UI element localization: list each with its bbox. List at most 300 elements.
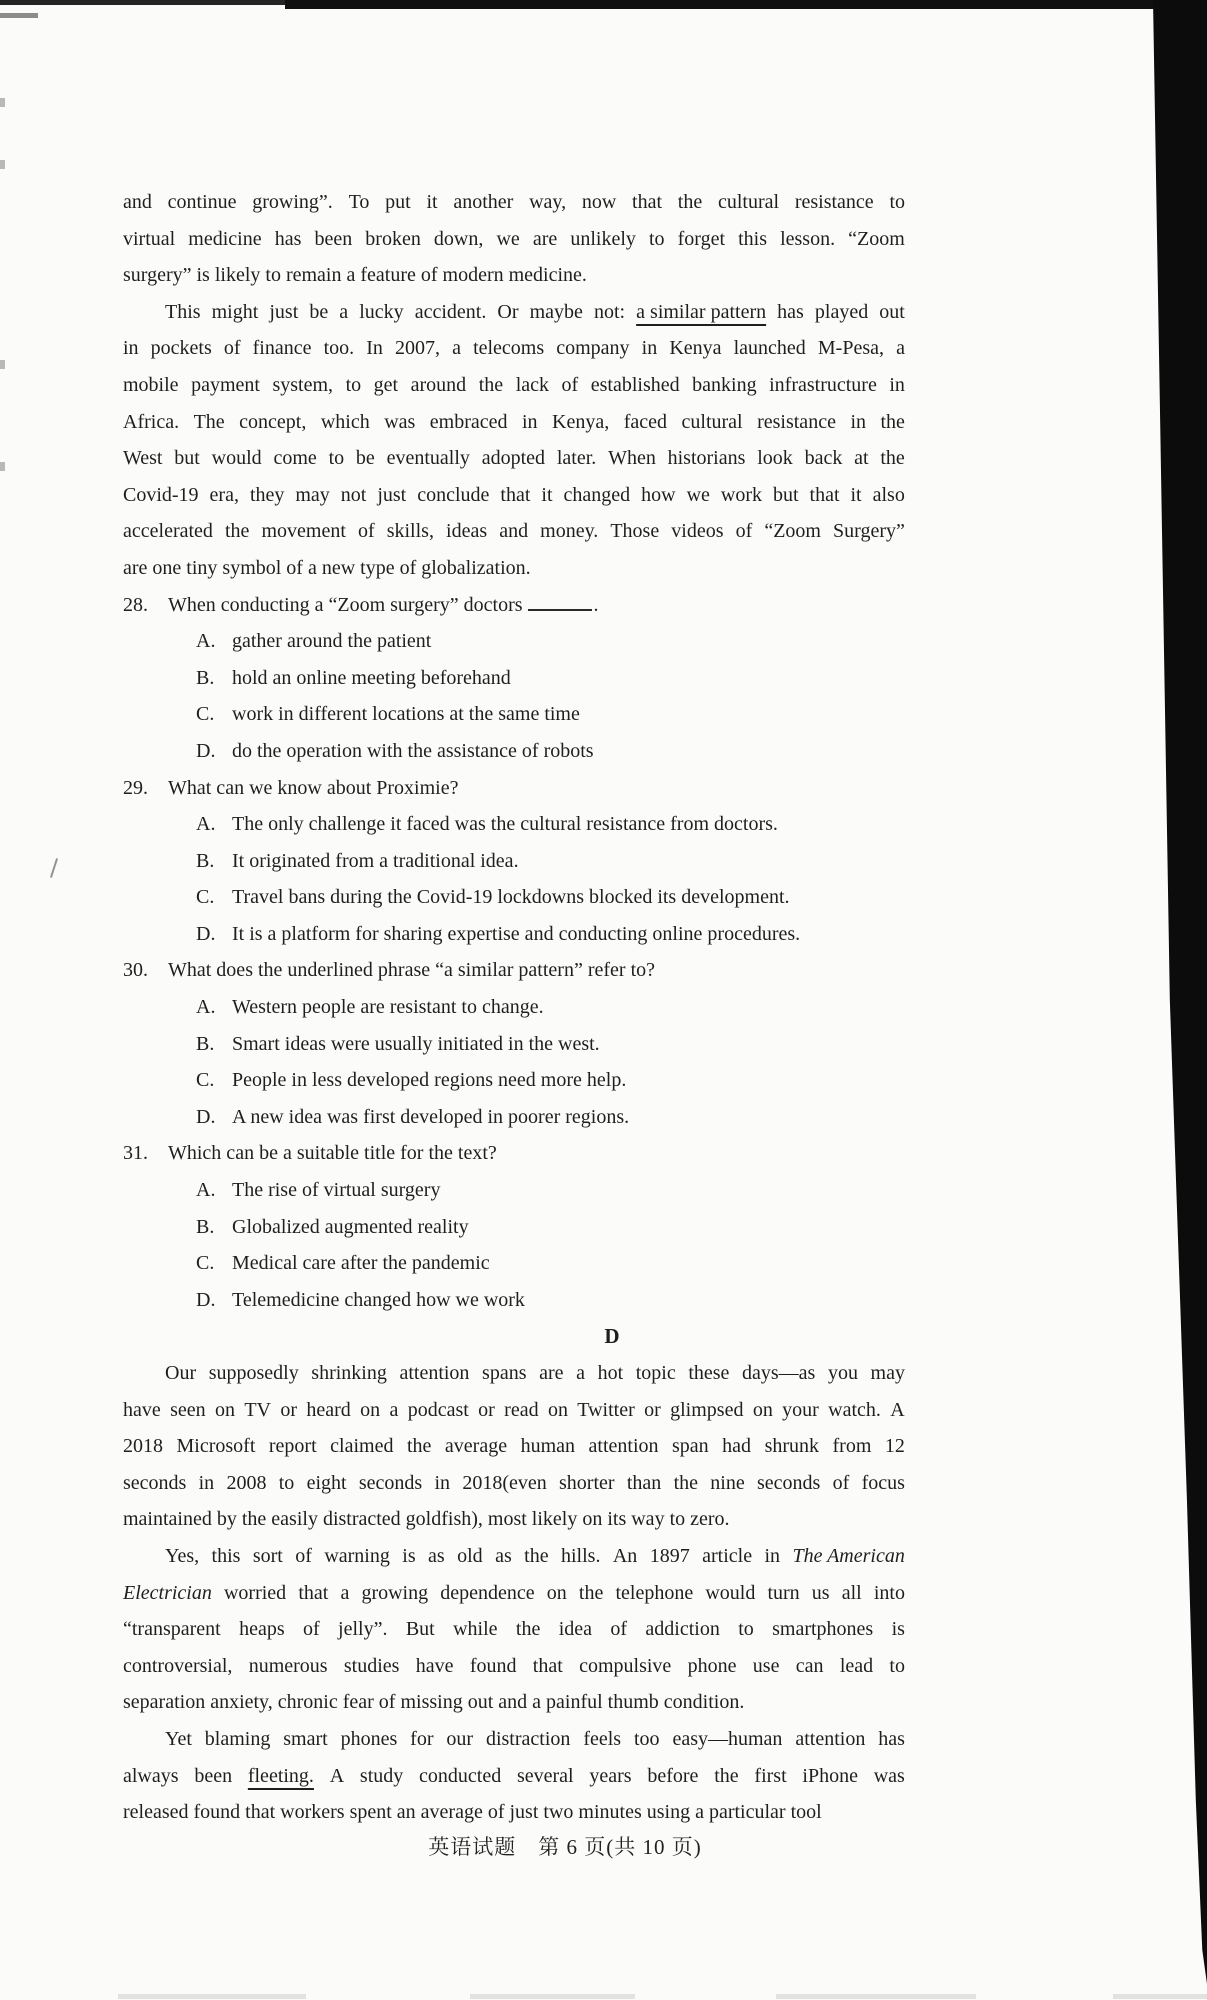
word: finance	[252, 337, 312, 360]
scan-corner-dash	[0, 13, 38, 18]
word: as	[428, 1544, 445, 1567]
text-line	[123, 513, 905, 550]
word: put	[385, 191, 411, 213]
word: days—as	[742, 1362, 816, 1384]
word: of	[735, 520, 753, 543]
word: on	[546, 1581, 567, 1604]
word: numerous	[248, 1654, 328, 1677]
word: accident.	[414, 300, 487, 323]
word: maybe	[529, 300, 583, 323]
word: addiction	[645, 1618, 720, 1641]
word: to	[889, 191, 905, 213]
word: to	[738, 1618, 754, 1641]
word: faced	[623, 410, 668, 433]
text-line	[123, 257, 905, 294]
question-line	[123, 952, 905, 989]
word: easy—human	[672, 1727, 783, 1750]
word: played	[814, 300, 869, 323]
word: In	[366, 337, 383, 360]
word: smartphones	[772, 1618, 874, 1641]
word: heaps	[239, 1618, 285, 1641]
text-segment: When conducting a “Zoom surgery” doctors	[168, 593, 528, 616]
word: these	[688, 1362, 730, 1384]
word: launched	[733, 337, 806, 360]
option-line	[123, 843, 905, 880]
word: had	[722, 1435, 752, 1458]
word: a	[389, 1398, 399, 1421]
word: our	[446, 1727, 474, 1750]
word: too	[633, 1727, 660, 1750]
word: attention	[588, 1435, 659, 1458]
text-segment: The rise of virtual surgery	[232, 1179, 441, 1202]
text-segment: What does the underlined phrase “a similar pattern” refer to?	[168, 959, 656, 982]
word: growing	[361, 1581, 429, 1604]
line-label: 29.	[123, 776, 148, 799]
word: West	[123, 447, 163, 470]
word: of	[832, 1471, 850, 1494]
word: Or	[497, 300, 519, 323]
word: infrastructure	[769, 373, 877, 396]
text-line	[123, 477, 905, 514]
word: in	[123, 337, 139, 360]
word: The	[193, 410, 225, 433]
word: several	[516, 1764, 574, 1787]
word: glimpsed	[670, 1398, 744, 1421]
word: the	[524, 1544, 549, 1567]
line-label: D.	[196, 739, 216, 762]
text-segment: D	[604, 1324, 620, 1349]
text-line	[123, 1392, 905, 1429]
word: back	[804, 447, 843, 470]
word: podcast	[407, 1398, 469, 1421]
word: of	[610, 1618, 628, 1641]
word: but	[772, 483, 799, 506]
text-segment: It originated from a traditional idea.	[232, 849, 519, 872]
word: for	[410, 1727, 434, 1750]
word: accelerated	[123, 520, 213, 543]
word: be	[309, 300, 329, 323]
word: lack	[515, 373, 549, 396]
word: compulsive	[579, 1654, 672, 1677]
word: To	[348, 191, 370, 213]
word: Surgery”	[833, 520, 905, 543]
word: read	[504, 1398, 539, 1421]
word: have	[123, 1398, 161, 1421]
word: supposedly	[208, 1362, 299, 1384]
word: we	[496, 227, 520, 250]
word: was	[384, 410, 416, 433]
word: dependence	[440, 1581, 535, 1604]
word: it	[541, 483, 553, 506]
word: resistance	[794, 191, 874, 213]
word: span	[672, 1435, 709, 1458]
word: work	[720, 483, 762, 506]
word: hills.	[560, 1544, 601, 1567]
line-label: 30.	[123, 959, 148, 982]
word: that	[500, 483, 531, 506]
text-segment: gather around the patient	[232, 630, 432, 653]
word: videos	[671, 520, 724, 543]
text-line	[123, 294, 905, 331]
word: in	[764, 1544, 781, 1567]
word: to	[278, 1471, 295, 1494]
section-heading	[123, 1318, 905, 1355]
word: before	[647, 1764, 699, 1787]
word: all	[841, 1581, 862, 1604]
word: look	[757, 447, 793, 470]
word: 1897	[649, 1544, 690, 1567]
word: money.	[540, 520, 599, 543]
text-segment: surgery” is likely to remain a feature of modern medicine.	[123, 264, 587, 287]
text-segment: released found that workers spent an average of just two minutes using a particular tool	[123, 1801, 822, 1824]
word: first	[754, 1764, 787, 1787]
word: embraced	[429, 410, 508, 433]
word: article	[702, 1544, 753, 1567]
word: that	[532, 1654, 563, 1677]
scan-top-edge-dark	[285, 0, 1207, 9]
word: old	[457, 1544, 483, 1567]
word: is	[402, 1544, 416, 1567]
line-label: 31.	[123, 1142, 148, 1165]
word: and	[123, 191, 152, 213]
text-segment: do the operation with the assistance of robots	[232, 739, 594, 762]
word: When	[608, 447, 656, 470]
word: the	[224, 520, 250, 543]
text-line	[123, 1501, 905, 1538]
word: have	[415, 1654, 454, 1677]
word: worried	[223, 1581, 287, 1604]
word: warning	[324, 1544, 390, 1567]
text-line	[123, 1684, 905, 1721]
word: phone	[687, 1654, 737, 1677]
word: just	[269, 300, 299, 323]
word: get	[373, 373, 399, 396]
text-segment: Western people are resistant to change.	[232, 996, 544, 1019]
word: was	[873, 1764, 905, 1787]
word: topic	[635, 1362, 676, 1384]
word: than	[626, 1471, 662, 1494]
word: out	[879, 300, 905, 323]
word: it	[850, 483, 862, 506]
word: too.	[323, 337, 355, 360]
word: is	[891, 1618, 905, 1641]
word: as	[495, 1544, 512, 1567]
word: and	[499, 520, 529, 543]
text-segment: Electrician	[123, 1581, 212, 1604]
word: Twitter	[577, 1398, 635, 1421]
word: in	[850, 410, 866, 433]
word: controversial,	[123, 1654, 233, 1677]
word: the	[880, 410, 905, 433]
word: or	[644, 1398, 661, 1421]
option-line	[123, 1099, 905, 1136]
line-label: D.	[196, 1288, 216, 1311]
word: TV	[244, 1398, 272, 1421]
word: in	[641, 337, 658, 360]
word: concept,	[239, 410, 307, 433]
word: studies	[343, 1654, 400, 1677]
word: 2018(even	[462, 1471, 547, 1494]
text-segment: are one tiny symbol of a new type of globalization.	[123, 556, 531, 579]
scan-left-mark	[0, 160, 5, 169]
option-line	[123, 989, 905, 1026]
word: mobile	[123, 373, 179, 396]
word: growing”.	[252, 191, 333, 213]
word: Our	[165, 1362, 197, 1384]
word: attention	[399, 1362, 470, 1384]
word: hot	[597, 1362, 624, 1384]
word: 2008	[226, 1471, 267, 1494]
word: to	[889, 1654, 905, 1677]
word: blaming	[204, 1727, 271, 1750]
word: how	[641, 483, 676, 506]
word: “Zoom	[764, 520, 821, 543]
scan-left-mark	[0, 462, 5, 471]
word: ideas	[446, 520, 488, 543]
text-segment: separation anxiety, chronic fear of missing out and a painful thumb condition.	[123, 1691, 745, 1714]
text-line	[123, 1575, 905, 1612]
text-line	[123, 1465, 905, 1502]
word: phones	[340, 1727, 398, 1750]
word: banking	[692, 373, 757, 396]
question-line	[123, 587, 905, 624]
scan-bottom-mark	[470, 1994, 635, 1999]
word: pockets	[150, 337, 212, 360]
text-line	[123, 404, 905, 441]
scan-left-mark	[0, 98, 5, 107]
word: would	[705, 1581, 756, 1604]
word: But	[405, 1618, 435, 1641]
line-label: B.	[196, 849, 215, 872]
line-label: A.	[196, 813, 216, 836]
word: a	[576, 1362, 585, 1384]
line-label: C.	[196, 703, 215, 726]
word: use	[752, 1654, 780, 1677]
word: broken	[365, 227, 421, 250]
text-line	[123, 1721, 905, 1758]
word: study	[359, 1764, 404, 1787]
text-line	[123, 1428, 905, 1465]
word: be	[355, 447, 375, 470]
word: the	[406, 1435, 432, 1458]
word: Yes,	[165, 1544, 200, 1567]
question-line	[123, 1135, 905, 1172]
word: are	[539, 1362, 564, 1384]
word: attention	[795, 1727, 866, 1750]
word: of	[303, 1618, 320, 1641]
scan-bottom-mark	[776, 1994, 976, 1999]
word: years	[589, 1764, 632, 1787]
word: movement	[261, 520, 346, 543]
word: that	[298, 1581, 329, 1604]
word: of	[561, 373, 579, 396]
text-segment: Telemedicine changed how we work	[232, 1288, 525, 1311]
word: Africa.	[123, 410, 180, 433]
word: or	[280, 1398, 298, 1421]
word: of	[295, 1544, 312, 1567]
word: may	[295, 483, 330, 506]
word: lesson.	[780, 227, 836, 250]
word: sort	[252, 1544, 283, 1567]
text-line	[123, 1794, 905, 1831]
text-line	[123, 367, 905, 404]
word: A	[329, 1764, 345, 1787]
word: the	[578, 1581, 604, 1604]
word: that	[632, 191, 663, 213]
word: the	[515, 1618, 541, 1641]
option-line	[123, 806, 905, 843]
word: distraction	[485, 1727, 571, 1750]
word: seconds	[123, 1471, 187, 1494]
word: later.	[556, 447, 597, 470]
word: virtual	[123, 227, 176, 250]
text-segment: Medical care after the pandemic	[232, 1252, 490, 1275]
word: found	[469, 1654, 517, 1677]
word: in	[522, 410, 538, 433]
text-segment: hold an online meeting beforehand	[232, 666, 511, 689]
question-line	[123, 770, 905, 807]
text-segment: fleeting.	[247, 1764, 314, 1787]
word: to	[345, 373, 362, 396]
word: in	[889, 373, 905, 396]
word: spans	[482, 1362, 527, 1384]
word: company	[556, 337, 630, 360]
word: on	[360, 1398, 381, 1421]
word: are	[532, 227, 558, 250]
word: watch.	[828, 1398, 881, 1421]
option-line	[123, 623, 905, 660]
word: era,	[209, 483, 239, 506]
word: come	[273, 447, 317, 470]
word: way,	[529, 191, 567, 213]
word: has	[274, 227, 302, 250]
line-label: B.	[196, 1032, 215, 1055]
word: in	[434, 1471, 451, 1494]
scan-bottom-mark	[118, 1994, 306, 1999]
text-segment: The only challenge it faced was the cultural resistance from doctors.	[232, 813, 778, 836]
text-segment: Smart ideas were usually initiated in the west.	[232, 1032, 600, 1055]
word: a	[340, 1581, 350, 1604]
word: the	[677, 191, 703, 213]
word: lead	[839, 1654, 874, 1677]
word: nine	[710, 1471, 745, 1494]
word: that	[809, 483, 840, 506]
option-line	[123, 916, 905, 953]
word: eight	[306, 1471, 347, 1494]
option-line	[123, 1209, 905, 1246]
page-footer: 英语试题 第 6 页(共 10 页)	[428, 1835, 702, 1859]
text-segment: maintained by the easily distracted goldfish), most likely on its way to zero.	[123, 1508, 730, 1531]
line-label: D.	[196, 922, 216, 945]
word: “transparent	[123, 1618, 221, 1641]
word: system,	[272, 373, 334, 396]
text-segment: Which can be a suitable title for the text?	[168, 1142, 497, 1165]
word: around	[410, 373, 467, 396]
word: seen	[170, 1398, 206, 1421]
word: shorter	[559, 1471, 615, 1494]
option-line	[123, 1172, 905, 1209]
word: would	[211, 447, 262, 470]
word: shrinking	[311, 1362, 387, 1384]
text-line	[123, 330, 905, 367]
text-line	[123, 1538, 905, 1575]
word: report	[268, 1435, 317, 1458]
word: skills,	[386, 520, 434, 543]
word: they	[249, 483, 285, 506]
word: cultural	[681, 410, 743, 433]
word: this	[211, 1544, 241, 1567]
word: can	[795, 1654, 824, 1677]
word: changed	[563, 483, 631, 506]
word: focus	[861, 1471, 905, 1494]
text-line	[123, 1648, 905, 1685]
word: of	[223, 337, 241, 360]
line-label: A.	[196, 630, 216, 653]
text-segment: work in different locations at the same time	[232, 703, 580, 726]
text-segment: Globalized augmented reality	[232, 1215, 469, 1238]
pen-mark	[50, 858, 58, 878]
word: claimed	[330, 1435, 394, 1458]
line-label: C.	[196, 886, 215, 909]
option-line	[123, 879, 905, 916]
word: to	[328, 447, 345, 470]
text-line	[123, 1611, 905, 1648]
line-label: A.	[196, 996, 216, 1019]
option-line	[123, 696, 905, 733]
word: medicine	[188, 227, 262, 250]
word: just	[377, 483, 407, 506]
word: resistance	[757, 410, 836, 433]
text-line	[123, 1355, 905, 1392]
word: to	[648, 227, 665, 250]
word: adopted	[481, 447, 546, 470]
word: on	[547, 1398, 568, 1421]
word: conducted	[419, 1764, 502, 1787]
word: payment	[191, 373, 260, 396]
word: now	[581, 191, 617, 213]
word: a	[339, 300, 349, 323]
word: iPhone	[802, 1764, 858, 1787]
word: we	[686, 483, 710, 506]
word: while	[453, 1618, 498, 1641]
word: a	[452, 337, 461, 360]
word: continue	[167, 191, 237, 213]
line-label: B.	[196, 1215, 215, 1238]
word: on	[215, 1398, 235, 1421]
word: this	[738, 227, 767, 250]
word: average	[444, 1435, 508, 1458]
word: An	[612, 1544, 638, 1567]
text-line	[123, 221, 905, 258]
word: the	[478, 373, 504, 396]
word: into	[873, 1581, 905, 1604]
word: not:	[593, 300, 626, 323]
word: been	[194, 1764, 233, 1787]
word: conclude	[417, 483, 490, 506]
word: has	[878, 1727, 905, 1750]
word: jelly”.	[338, 1618, 388, 1641]
text-segment: .	[593, 593, 599, 616]
word: 12	[884, 1435, 905, 1458]
text-line	[123, 1758, 905, 1795]
word: been	[314, 227, 353, 250]
word: established	[590, 373, 680, 396]
text-segment: It is a platform for sharing expertise and conducting online procedures.	[232, 922, 801, 945]
line-label: A.	[196, 1179, 216, 1202]
word: the	[714, 1764, 739, 1787]
option-line	[123, 1062, 905, 1099]
option-line	[123, 733, 905, 770]
